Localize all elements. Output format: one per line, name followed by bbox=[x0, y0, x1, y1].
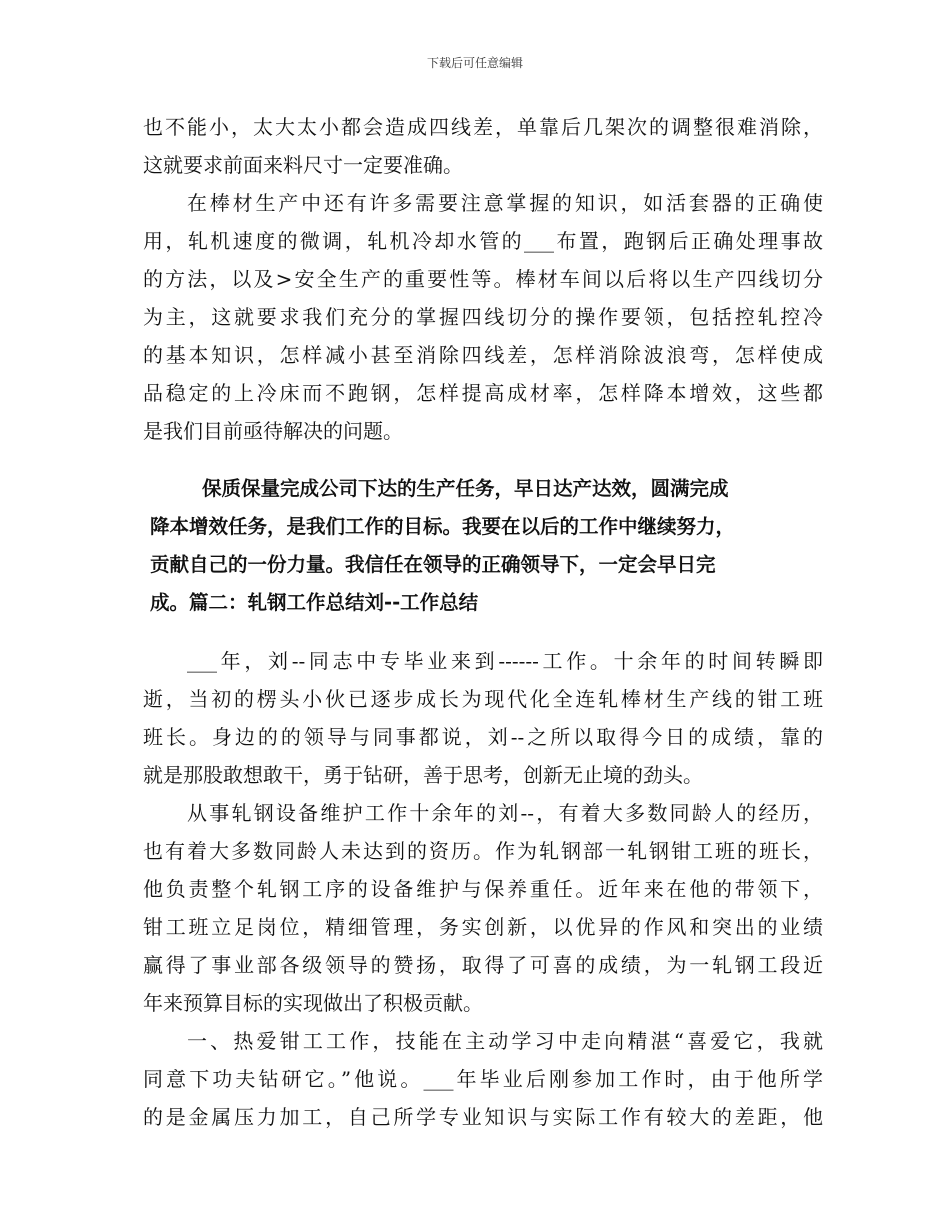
text-line: 也不能小，太大太小都会造成四线差，单靠后几架次的调整很难消除， bbox=[143, 115, 823, 139]
text-line: 钳工班立足岗位，精细管理，务实创新，以优异的作风和突出的业绩 bbox=[143, 915, 823, 939]
paragraph-4 bbox=[143, 642, 823, 794]
bold-text-line: 贡献自己的一份力量。我信任在领导的正确领导下，一定会早日完 bbox=[150, 553, 716, 576]
text-line: 是我们目前亟待解决的问题。 bbox=[143, 419, 403, 443]
page-header: 下载后可任意编辑 bbox=[426, 56, 523, 70]
paragraph-5 bbox=[143, 794, 823, 1022]
bold-text-line: 降本增效任务，是我们工作的目标。我要在以后的工作中继续努力， bbox=[150, 515, 736, 538]
text-line: 在棒材生产中还有许多需要注意掌握的知识，如活套器的正确使 bbox=[187, 191, 823, 215]
text-line: 他负责整个轧钢工序的设备维护与保养重任。近年来在他的带领下， bbox=[143, 877, 823, 901]
text-line: 从事轧钢设备维护工作十余年的刘--，有着大多数同龄人的经历， bbox=[187, 801, 823, 825]
text-line: 班长。身边的的领导与同事都说，刘--之所以取得今日的成绩，靠的 bbox=[143, 725, 823, 749]
text-line: 就是那股敢想敢干，勇于钻研，善于思考，创新无止境的劲头。 bbox=[143, 763, 703, 787]
text-line: 为主，这就要求我们充分的掌握四线切分的操作要领，包括控轧控冷 bbox=[143, 305, 823, 329]
paragraph-6 bbox=[143, 1022, 823, 1136]
bold-paragraph bbox=[143, 470, 823, 622]
document-body bbox=[143, 108, 823, 1136]
paragraph-2 bbox=[143, 184, 823, 450]
text-line: 的基本知识，怎样减小甚至消除四线差，怎样消除波浪弯，怎样使成 bbox=[143, 343, 823, 367]
text-line: 逝，当初的楞头小伙已逐步成长为现代化全连轧棒材生产线的钳工班 bbox=[143, 687, 823, 711]
text-line: 年来预算目标的实现做出了积极贡献。 bbox=[143, 991, 483, 1015]
bold-text-line: 保质保量完成公司下达的生产任务，早日达产达效，圆满完成 bbox=[202, 477, 729, 500]
text-line: 的方法，以及>安全生产的重要性等。棒材车间以后将以生产四线切分 bbox=[143, 267, 823, 291]
text-line: 这就要求前面来料尺寸一定要准确。 bbox=[143, 153, 463, 177]
text-line: 也有着大多数同龄人未达到的资历。作为轧钢部一轧钢钳工班的班长， bbox=[143, 839, 823, 863]
text-line: 赢得了事业部各级领导的赞扬，取得了可喜的成绩，为一轧钢工段近 bbox=[143, 953, 823, 977]
text-line: ___年，刘--同志中专毕业来到------工作。十余年的时间转瞬即 bbox=[187, 649, 823, 673]
text-line: 一、热爱钳工工作，技能在主动学习中走向精湛“喜爱它，我就 bbox=[187, 1029, 823, 1053]
text-line: 用，轧机速度的微调，轧机冷却水管的___布置，跑钢后正确处理事故 bbox=[143, 229, 823, 253]
text-line: 品稳定的上冷床而不跑钢，怎样提高成材率，怎样降本增效，这些都 bbox=[143, 381, 823, 405]
paragraph-1 bbox=[143, 108, 823, 184]
text-line: 的是金属压力加工，自己所学专业知识与实际工作有较大的差距，他 bbox=[143, 1105, 823, 1129]
text-line: 同意下功夫钻研它。”他说。___年毕业后刚参加工作时，由于他所学 bbox=[143, 1067, 823, 1091]
bold-text-line: 成。篇二：轧钢工作总结刘--工作总结 bbox=[150, 591, 479, 614]
